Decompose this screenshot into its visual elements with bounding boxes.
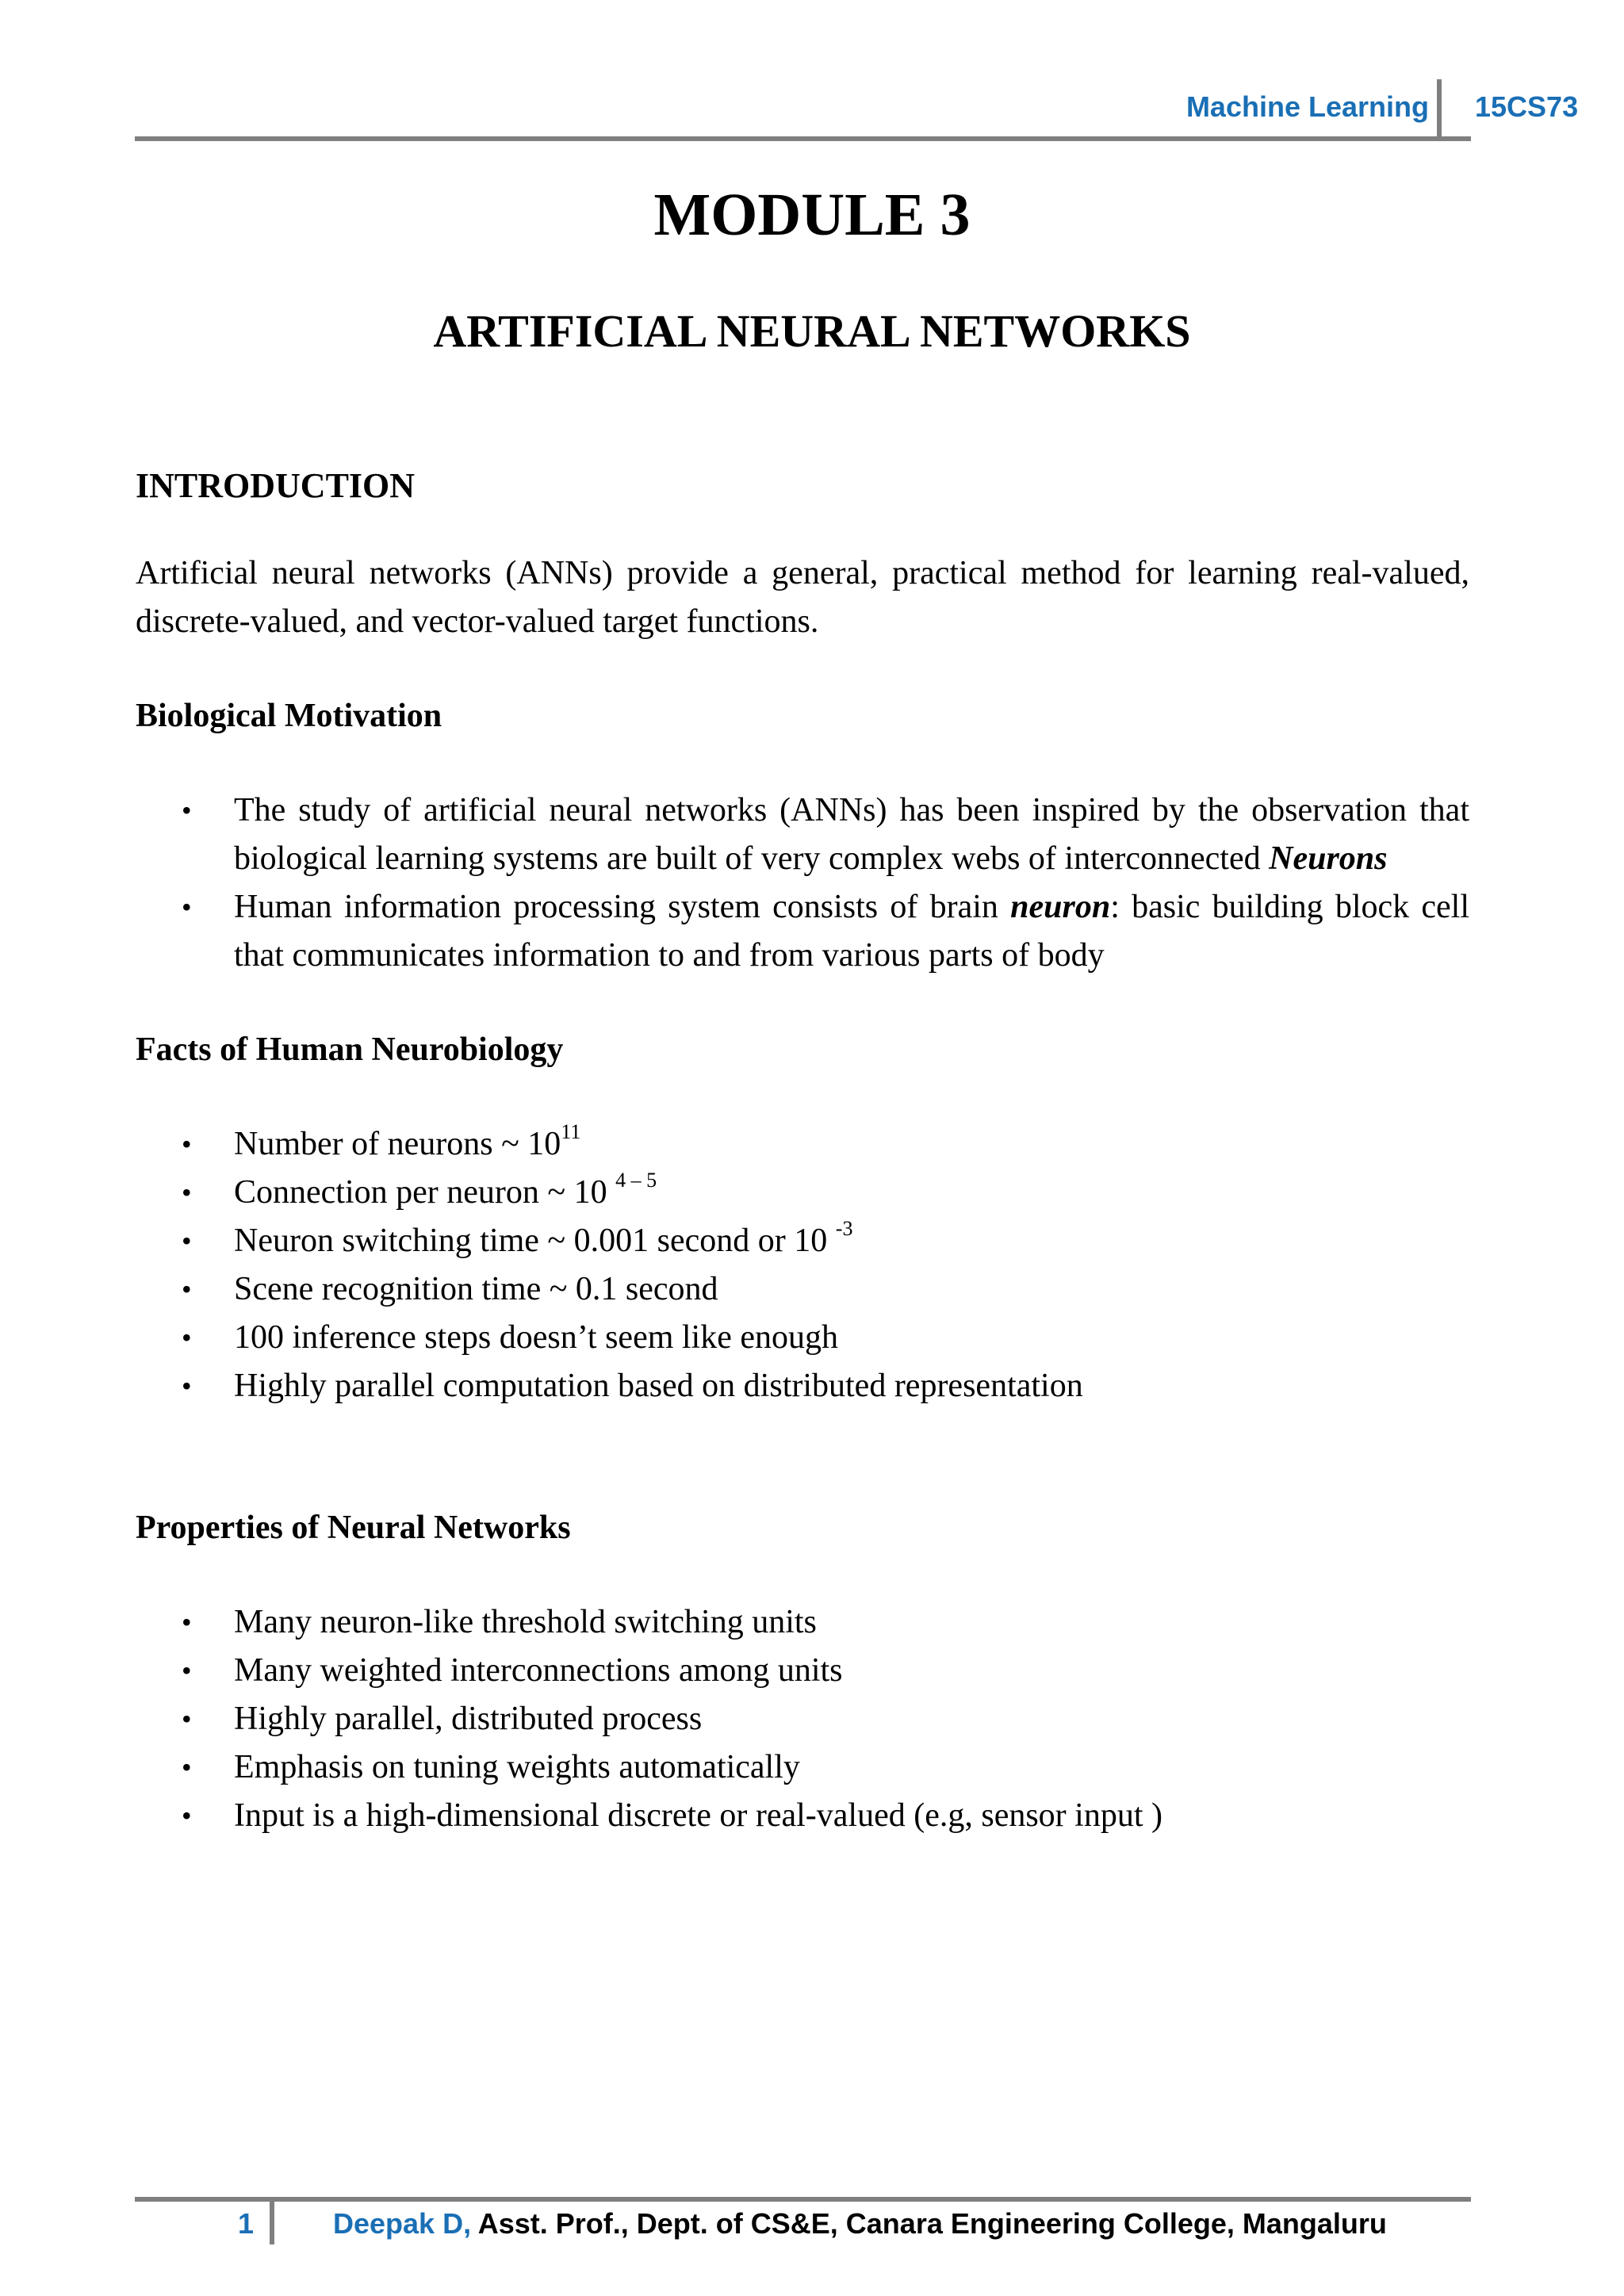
list-item: • 100 inference steps doesn’t seem like enough xyxy=(136,1314,1469,1362)
introduction-paragraph: Artificial neural networks (ANNs) provide a general, practical method for learning real-valued, discrete-valued, and vector-valued target functions. xyxy=(136,555,1469,640)
list-item: • Highly parallel, distributed process xyxy=(136,1695,1469,1743)
bullet-icon: • xyxy=(182,1751,192,1783)
footer-divider xyxy=(270,2197,274,2244)
biological-motivation-heading: Biological Motivation xyxy=(136,698,442,734)
header-course-name: Machine Learning xyxy=(1185,90,1429,123)
list-item: • Input is a high-dimensional discrete or real-valued (e.g, sensor input ) xyxy=(136,1792,1469,1840)
bullet-icon: • xyxy=(182,1128,192,1160)
footer-rule xyxy=(135,2197,1471,2202)
introduction-heading: INTRODUCTION xyxy=(136,466,416,505)
header-course-code: 15CS73 xyxy=(1475,90,1579,123)
bullet-icon: • xyxy=(182,1606,192,1638)
list-item: • Human information processing system consists of brain neuron: basic building block cell that communicates information to and from various parts of body xyxy=(136,883,1469,980)
bullet-icon: • xyxy=(182,794,192,826)
page-header xyxy=(135,79,1579,140)
facts-list xyxy=(136,1120,1469,1410)
footer-author: Deepak D, xyxy=(333,2207,472,2240)
bullet-icon: • xyxy=(182,1800,192,1831)
module-title: MODULE 3 xyxy=(653,182,971,248)
emphasis-neurons: Neurons xyxy=(1269,840,1388,877)
list-item: • Emphasis on tuning weights automatically xyxy=(136,1743,1469,1792)
bullet-icon: • xyxy=(182,1273,192,1305)
page-number: 1 xyxy=(238,2207,255,2240)
bullet-icon: • xyxy=(182,1703,192,1735)
footer-credit xyxy=(333,2207,1387,2241)
list-item: • Connection per neuron ~ 10 $^{4 - 5}$ xyxy=(136,1169,1469,1217)
list-item: • Scene recognition time ~ 0.1 second xyxy=(136,1265,1469,1314)
bullet-icon: • xyxy=(182,1177,192,1208)
chapter-title: ARTIFICIAL NEURAL NETWORKS xyxy=(433,305,1191,357)
bullet-icon: • xyxy=(182,1370,192,1402)
bullet-icon: • xyxy=(182,1225,192,1257)
facts-heading: Facts of Human Neurobiology xyxy=(136,1031,564,1068)
list-item: • Highly parallel computation based on distributed representation xyxy=(136,1362,1469,1410)
biological-motivation-list xyxy=(136,786,1469,980)
list-item: • Many weighted interconnections among units xyxy=(136,1647,1469,1695)
bullet-icon: • xyxy=(182,891,192,923)
properties-heading: Properties of Neural Networks xyxy=(136,1510,571,1546)
header-divider xyxy=(1437,79,1442,140)
list-item: • Neuron switching time ~ 0.001 second or 10 $^{-3}$ xyxy=(136,1217,1469,1265)
list-item: • Number of neurons ~ $10^{11}$ xyxy=(136,1120,1469,1169)
list-item: • The study of artificial neural networks (ANNs) has been inspired by the observation that biological learning systems are built of very complex webs of interconnected Neurons xyxy=(136,786,1469,883)
emphasis-neuron: neuron xyxy=(1010,889,1111,925)
footer-affiliation: Asst. Prof., Dept. of CS&E, Canara Engineering College, Mangaluru xyxy=(471,2207,1387,2240)
bullet-icon: • xyxy=(182,1322,192,1353)
bullet-icon: • xyxy=(182,1655,192,1686)
properties-list xyxy=(136,1598,1469,1840)
document-body xyxy=(136,461,1469,1840)
list-item: • Many neuron-like threshold switching units xyxy=(136,1598,1469,1647)
header-rule xyxy=(135,136,1471,141)
